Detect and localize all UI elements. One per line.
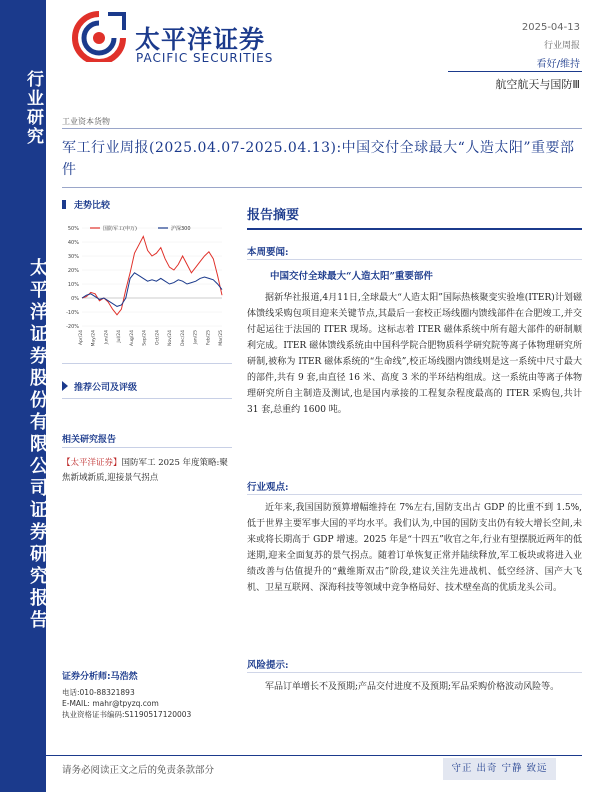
header-divider (448, 71, 582, 72)
view-heading: 行业观点: (247, 482, 289, 493)
summary-title: 报告摘要 (247, 208, 300, 223)
chart-y-ticks (66, 226, 79, 330)
chart-bottom-rule (62, 363, 232, 364)
x-tick-label: May/24 (91, 330, 97, 347)
y-tick-label: 20% (67, 268, 79, 274)
y-tick-label: 30% (67, 254, 79, 260)
trend-section-head (62, 198, 110, 211)
analyst-name: 证券分析师:马浩然 (62, 672, 138, 682)
footer-motto: 守正 出奇 宁静 致远 (443, 758, 556, 780)
analyst-phone: 电话:010-88321893 (62, 688, 135, 697)
band-company-label: 太平洋证券股份有限公司证券研究报告 (27, 258, 48, 632)
logo-chinese-name: 太平洋证券 (135, 25, 266, 54)
news-body (247, 290, 582, 418)
news-headline: 中国交付全球最大“人造太阳”重要部件 (270, 271, 433, 282)
chart-legend (90, 225, 191, 232)
series-line (82, 273, 222, 307)
related-source: 【太平洋证券】 (62, 458, 122, 468)
risk-heading: 风险提示: (247, 660, 289, 671)
logo-english-name: PACIFIC SECURITIES (136, 51, 274, 65)
related-label: 相关研究报告 (62, 435, 117, 445)
legend-label: 国防军工(申万) (103, 226, 137, 232)
report-type: 行业周报 (543, 41, 580, 51)
analyst-email[interactable]: E-MAIL: mahr@tpyzq.com (62, 699, 159, 708)
view-paragraph: 近年来,我国国防预算增幅维持在 7%左右,国防支出占 GDP 的比重不到 1.5%,低于世界主要军事大国的平均水平。我们认为,中国的国防支出仍有较大增长空间,未来或将长期高于 GDP 增速。2025 年是“十四五”收官之年,行业有望摆脱近两年的低迷期,迎来全面复苏的景气拐点。随着订单恢复正常并陆续释放,军工板块或将进入业绩改善与估值提升的“戴维斯双击”阶段,建议关注先进战机、低空经济、国产大飞机、卫星互联网、深海科技等领域中竞争格局好、技术壁垒高的优质龙头公司。 (247, 503, 582, 593)
legend-label: 沪深300 (171, 226, 191, 232)
news-paragraph: 据新华社报道,4月11日,全球最大“人造太阳”国际热核聚变实验堆(ITER)计划磁体馈线采购包项目迎来关键节点,其最后一套校正场线圈内馈线部件在合肥竣工,并交付起运往于法国的 ITER 现场。这标志着 ITER 磁体系统中所有超大部件的研制顺利完成。ITER 磁体馈线系统由中国科学院合肥物质科学研究院等离子体物理研究所研制,被称为 ITER 磁体系统的“生命线”,校正场线圈内馈线则是这一系统中尺寸最大的部件,共有 9 套,由直径 16 米、高度 3 米的半环结构组成。这一系统由等离子体物理研究所自主制造及测试,也是国内承接的工程复杂程度最高的 ITER 采购包,共计 31 套,总重约 1600 吨。 (247, 293, 582, 415)
risk-body (247, 679, 582, 695)
chart-x-ticks (78, 330, 224, 347)
footer-rule (46, 755, 582, 756)
pacific-logo-icon (70, 10, 128, 62)
recommend-rule (62, 398, 232, 399)
x-tick-label: Feb/25 (206, 330, 212, 346)
news-rule (247, 259, 582, 260)
chart-grid (82, 228, 222, 326)
summary-rule (247, 228, 582, 230)
related-report-item[interactable] (62, 456, 232, 486)
y-tick-label: 50% (67, 226, 79, 232)
series-line (82, 236, 222, 314)
x-tick-label: Mar/25 (219, 330, 224, 346)
x-tick-label: Jul/24 (117, 330, 123, 343)
x-tick-label: Nov/24 (168, 330, 174, 347)
section-marker (62, 200, 66, 209)
triangle-bullet-icon (62, 381, 68, 391)
rating-badge: 看好/维持 (536, 59, 580, 70)
x-tick-label: Jun/24 (104, 330, 110, 345)
band-sector-label: 行业研究 (23, 70, 43, 146)
trend-label: 走势比较 (74, 201, 111, 211)
footer-disclaimer: 请务必阅读正文之后的免责条款部分 (62, 765, 215, 776)
risk-paragraph: 军品订单增长不及预期;产品交付进度不及预期;军品采购价格波动风险等。 (265, 682, 560, 692)
recommend-section-head (62, 380, 137, 393)
x-tick-label: Apr/24 (79, 330, 84, 346)
news-heading: 本周要闻: (247, 247, 289, 258)
view-body (247, 500, 582, 596)
trend-chart (60, 218, 230, 350)
y-tick-label: -20% (66, 324, 79, 330)
title-bottom-rule (62, 187, 582, 188)
x-tick-label: Aug/24 (129, 330, 135, 347)
analyst-license: 执业资格证书编码:S1190517120003 (62, 710, 192, 719)
x-tick-label: Jan/25 (193, 330, 199, 345)
y-tick-label: 10% (67, 282, 79, 288)
chart-series (82, 236, 222, 314)
sector-label: 航空航天与国防Ⅲ (495, 78, 580, 91)
risk-rule (247, 672, 582, 673)
related-report-link[interactable]: 国防军工 2025 年度策略:聚焦新域新质,迎接景气拐点 (62, 458, 228, 483)
y-tick-label: 0% (71, 296, 79, 302)
related-section-head (62, 432, 116, 445)
y-tick-label: -10% (66, 310, 79, 316)
report-date: 2025-04-13 (521, 22, 580, 33)
recommend-label: 推荐公司及评级 (74, 383, 138, 393)
x-tick-label: Dec/24 (180, 330, 186, 346)
title-top-rule (62, 128, 582, 129)
y-tick-label: 40% (67, 240, 79, 246)
page-title: 军工行业周报(2025.04.07-2025.04.13):中国交付全球最大“人造太阳”重要部件 (62, 140, 575, 178)
related-rule (62, 447, 232, 448)
analyst-block (62, 669, 242, 720)
stock-type-label: 工业资本货物 (62, 117, 110, 126)
x-tick-label: Sep/24 (142, 330, 148, 346)
view-rule (247, 494, 582, 495)
x-tick-label: Oct/24 (155, 330, 161, 346)
